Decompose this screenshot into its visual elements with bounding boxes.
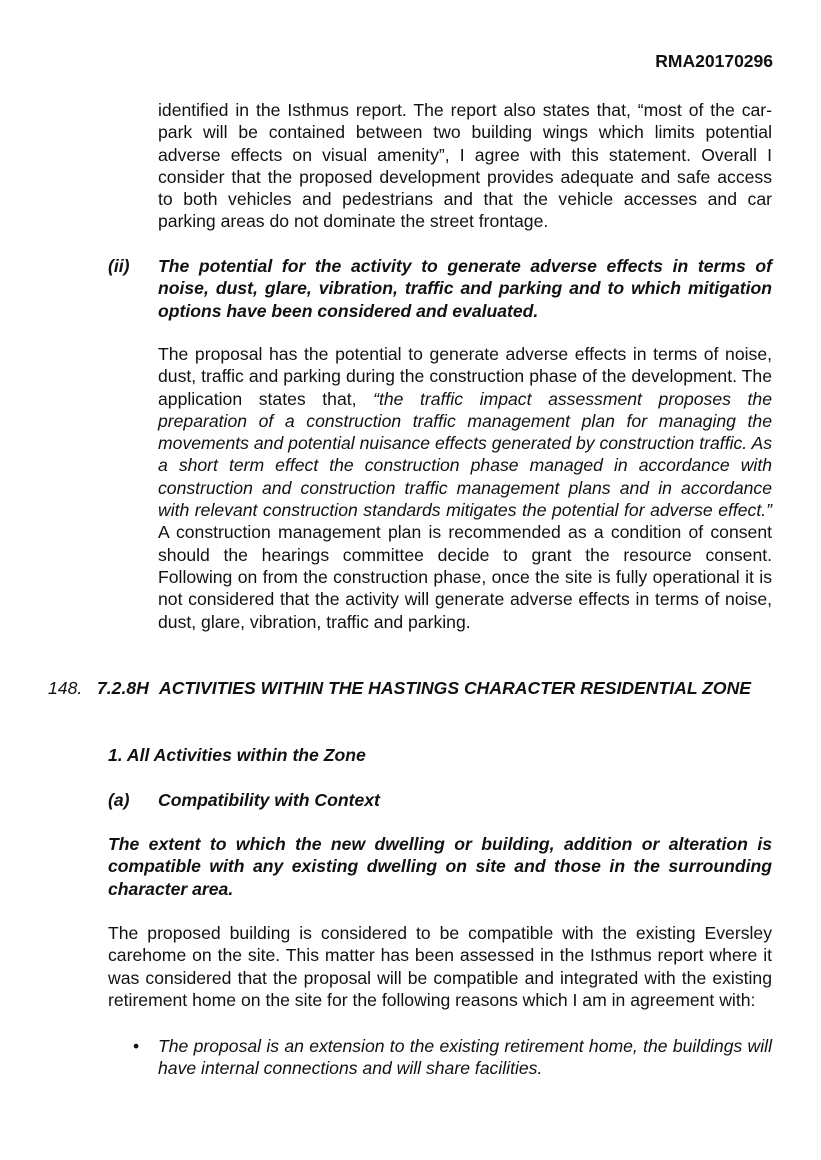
document-reference: RMA20170296 (655, 51, 773, 71)
subsection-a-title: Compatibility with Context (158, 790, 380, 810)
compatibility-criterion: The extent to which the new dwelling or building, addition or alteration is compatible with any existing dwelling on site and those in the surrounding character area. (108, 834, 772, 899)
section-number: 148. (48, 678, 83, 698)
criterion-ii-marker: (ii) (108, 256, 130, 276)
criterion-ii-assessment (158, 343, 772, 633)
section-title: ACTIVITIES WITHIN THE HASTINGS CHARACTER RESIDENTIAL ZONE (159, 678, 752, 698)
assessment-text-end: A construction management plan is recommended as a condition of consent should the hearings committee decide to grant the resource consent. Following on from the construction phase, once the site is fully operational it is not considered that the activity will generate adverse effects in terms of noise, dust, glare, vibration, traffic and parking. (158, 522, 772, 632)
paragraph-isthmus-assessment: identified in the Isthmus report. The report also states that, “most of the car-park will be contained between two building wings which limits potential adverse effects on visual amenity”, I agree with this statement. Overall I consider that the proposed development provides adequate and safe access to both vehicles and pedestrians and that the vehicle accesses and car parking areas do not dominate the street frontage. (158, 100, 772, 232)
subsection-a-marker: (a) (108, 790, 130, 810)
traffic-assessment-quote: “the traffic impact assessment proposes the preparation of a construction traffic management plan for managing the movements and potential nuisance effects generated by construction traffic. As a short term effect the construction phase managed in accordance with construction and construction traffic management plans and in accordance with relevant construction standards mitigates the potential for adverse effect.” (158, 388, 772, 521)
section-code: 7.2.8H (97, 678, 149, 698)
compatibility-assessment: The proposed building is considered to be compatible with the existing Eversley carehome on the site. This matter has been assessed in the Isthmus report where it was considered that the proposal will be compatible and integrated with the existing retirement home on the site for the following reasons which I am in agreement with: (108, 923, 772, 1010)
assessment-text-start: The proposal has the potential to generate adverse effects in terms of noise, dust, traffic and parking during the construction phase of the development. The application states that, (158, 344, 772, 409)
criterion-ii-heading: The potential for the activity to generate adverse effects in terms of noise, dust, glare, vibration, traffic and parking and to which mitigation options have been considered and evaluated. (158, 256, 772, 321)
bullet-reason-1: The proposal is an extension to the existing retirement home, the buildings will have internal connections and will share facilities. (158, 1036, 772, 1079)
subsection-all-activities: 1. All Activities within the Zone (108, 745, 366, 765)
bullet-symbol: • (133, 1036, 140, 1056)
